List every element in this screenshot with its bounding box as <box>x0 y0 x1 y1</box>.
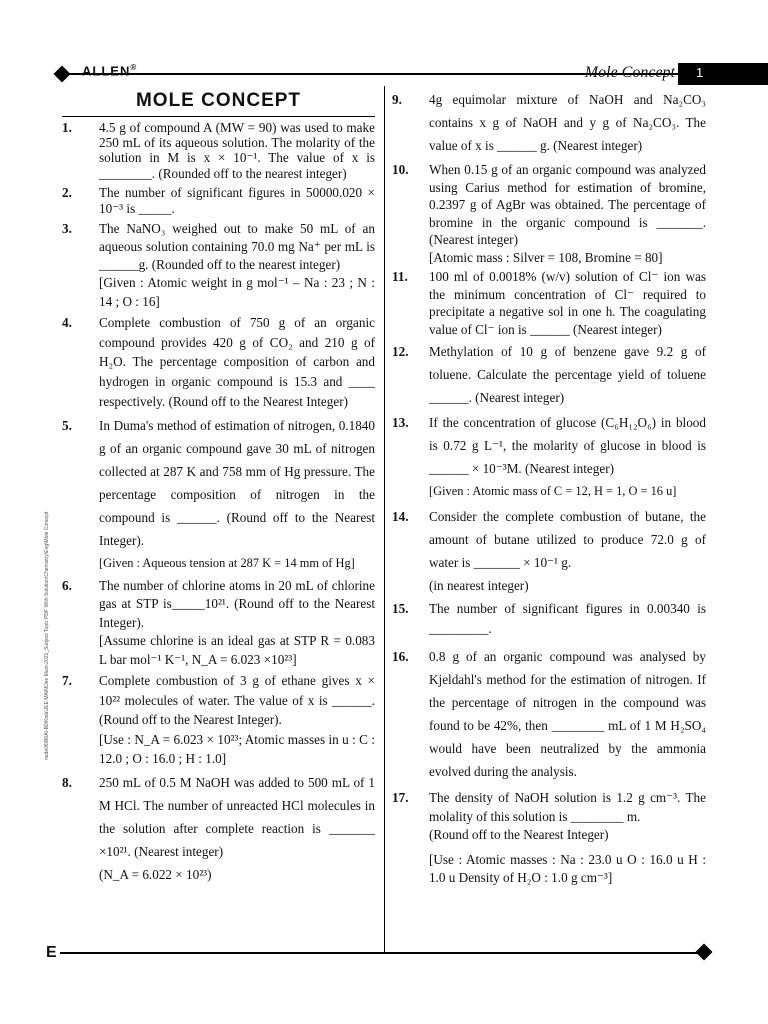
question-note: (N_A = 6.022 × 10²³) <box>99 866 212 882</box>
question-11 <box>392 268 706 338</box>
question-text: When 0.15 g of an organic compound was analyzed using Carius method for estimation of bromine, 0.2397 g of AgBr was obtained. The percentage of bromine in the organic compound is _______. (Nearest integer) <box>429 162 706 247</box>
question-note: (Round off to the Nearest Integer) <box>429 827 609 842</box>
question-text: In Duma's method of estimation of nitrogen, 0.1840 g of an organic compound gave 30 mL of nitrogen collected at 287 K and 758 mm of Hg pressure. The percentage composition of nitrogen in the compound is ______. (Round off to the Nearest Integer). <box>99 417 375 548</box>
question-number: 17. <box>392 790 409 805</box>
chapter-title: Mole Concept <box>584 64 675 81</box>
question-1 <box>62 120 375 181</box>
question-note: [Use : Atomic masses : Na : 23.0 u O : 16.0 u H : 1.0 u Density of H₂O : 1.0 g cm⁻³] <box>429 851 706 885</box>
page-title: MOLE CONCEPT <box>135 90 302 111</box>
question-8 <box>62 771 375 886</box>
question-text: If the concentration of glucose (C₆H₁₂O₆) in blood is 0.72 g L⁻¹, the molarity of glucose in blood is ______ × 10⁻³M. (Nearest integer) <box>429 415 706 476</box>
question-number: 1. <box>62 120 72 135</box>
question-text: Complete combustion of 3 g of ethane gives x × 10²² molecules of water. The value of x is ______. (Round off to the Nearest Integer). <box>99 673 375 728</box>
question-text: Methylation of 10 g of benzene gave 9.2 g of toluene. Calculate the percentage yield of toluene ______. (Nearest integer) <box>429 344 706 405</box>
question-note: [Given : Atomic mass of C = 12, H = 1, O = 16 u] <box>429 484 677 498</box>
footer-letter: E <box>46 944 57 961</box>
question-number: 9. <box>392 92 402 107</box>
question-text: Complete combustion of 750 g of an organic compound provides 420 g of CO₂ and 210 g of H₂O. The percentage composition of carbon and hydrogen in organic compound is 15.3 and ____ respectively. (Round off to the Nearest Integer) <box>99 314 375 410</box>
footer-diamond-right <box>696 944 713 961</box>
question-number: 14. <box>392 509 409 524</box>
question-text: 250 mL of 0.5 M NaOH was added to 500 mL of 1 M HCl. The number of unreacted HCl molecules in the solution after complete reaction is _______ ×10²¹. (Nearest integer) <box>99 774 375 859</box>
question-14 <box>392 505 706 597</box>
question-note: [Given : Atomic weight in g mol⁻¹ – Na : 23 ; N : 14 ; O : 16] <box>99 275 375 309</box>
question-15 <box>392 599 706 639</box>
question-16 <box>392 645 706 783</box>
question-10 <box>392 161 706 266</box>
question-number: 13. <box>392 415 409 430</box>
question-text: 100 ml of 0.0018% (w/v) solution of Cl⁻ ion was the minimum concentration of Cl⁻ required to precipitate a negative sol in one h. The coagulating value of Cl⁻ ion is ______ (Nearest integer) <box>429 269 706 337</box>
question-note: [Atomic mass : Silver = 108, Bromine = 80] <box>429 249 663 265</box>
page-number-box <box>678 63 768 85</box>
left-column <box>62 120 375 888</box>
right-column <box>392 88 706 890</box>
question-number: 12. <box>392 344 409 359</box>
question-number: 11. <box>392 269 408 284</box>
question-6 <box>62 577 375 670</box>
question-text: The number of chlorine atoms in 20 mL of chlorine gas at STP is_____10²¹. (Round off to the Nearest Integer). <box>99 577 375 630</box>
question-text: 4g equimolar mixture of NaOH and Na₂CO₃ contains x g of NaOH and y g of Na₂CO₃. The value of x is ______ g. (Nearest integer) <box>429 92 706 153</box>
question-note: (in nearest integer) <box>429 578 529 593</box>
question-4 <box>62 313 375 412</box>
question-number: 3. <box>62 220 72 236</box>
question-text: The number of significant figures in 0.00340 is _________. <box>429 601 706 636</box>
question-9 <box>392 88 706 157</box>
question-number: 7. <box>62 673 72 689</box>
question-5 <box>62 414 375 575</box>
question-note: [Given : Aqueous tension at 287 K = 14 mm of Hg] <box>99 555 355 570</box>
question-13 <box>392 411 706 503</box>
question-number: 4. <box>62 314 72 330</box>
question-note: [Assume chlorine is an ideal gas at STP R = 0.083 L bar mol⁻¹ K⁻¹, N_A = 6.023 ×10²³] <box>99 633 375 667</box>
brand-logo: ALLEN® <box>82 63 138 79</box>
question-17 <box>392 789 706 888</box>
question-number: 6. <box>62 577 72 593</box>
question-number: 2. <box>62 184 72 200</box>
question-2 <box>62 185 375 218</box>
question-number: 15. <box>392 601 409 616</box>
question-number: 10. <box>392 162 409 177</box>
question-text: 0.8 g of an organic compound was analysed by Kjeldahl's method for the estimation of nitrogen. If the percentage of nitrogen in the compound was found to be 42%, then ________ mL of 1 M H₂SO₄ would have been neutralized by the ammonia evolved during the analysis. <box>429 649 706 779</box>
question-3 <box>62 220 375 311</box>
question-text: The NaNO₃ weighed out to make 50 mL of an aqueous solution containing 70.0 mg Na⁺ per mL is ______g. (Rounded off to the nearest integer) <box>99 220 375 273</box>
question-number: 8. <box>62 774 72 790</box>
question-text: The number of significant figures in 50000.020 × 10⁻³ is _____. <box>99 184 375 217</box>
question-number: 5. <box>62 417 72 433</box>
question-7 <box>62 671 375 769</box>
question-text: 4.5 g of compound A (MW = 90) was used to make 250 mL of its aqueous solution. The molarity of the solution in M is x × 10⁻¹. The value of x is ________. (Rounded off to the nearest integer) <box>99 120 375 181</box>
title-rule <box>62 116 375 117</box>
question-number: 16. <box>392 649 409 664</box>
footer-rule <box>60 952 703 954</box>
column-divider <box>384 86 385 952</box>
question-text: Consider the complete combustion of butane, the amount of butane utilized to produce 72.0 g of water is _______ × 10⁻¹ g. <box>429 509 706 570</box>
question-note: [Use : N_A = 6.023 × 10²³; Atomic masses in u : C : 12.0 ; O : 16.0 ; H : 1.0] <box>99 731 375 767</box>
question-text: The density of NaOH solution is 1.2 g cm⁻³. The molality of this solution is ________ m. <box>429 790 706 824</box>
side-file-path: node06\B0AI-B0\Kota\JEE MAIN\Jee Main-2021_Subject Topic PDF With Solution\Chemistry\Eng\Mole Concept <box>44 511 50 760</box>
question-12 <box>392 340 706 409</box>
page-number: 1 <box>696 65 704 80</box>
